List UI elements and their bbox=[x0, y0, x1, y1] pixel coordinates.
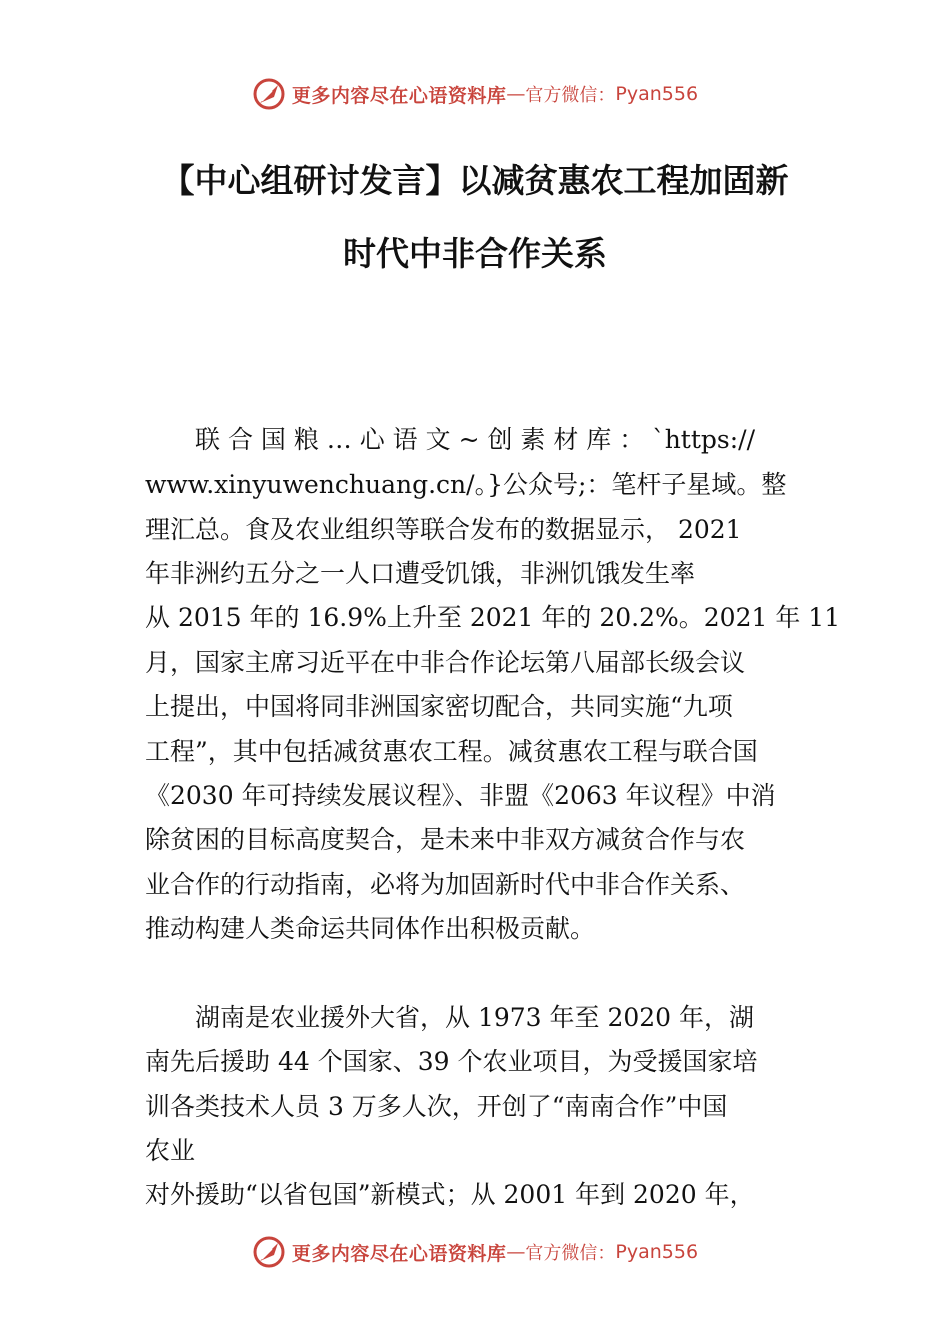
banner-brand-text: 更多内容尽在心语资料库 bbox=[291, 1242, 507, 1265]
body-line: 联 合 国 粮 … 心 语 文 ~ 创 素 材 库 ： `https:// bbox=[145, 425, 755, 454]
document-title-line-2: 时代中非合作关系 bbox=[343, 234, 607, 273]
body-line: 月，国家主席习近平在中非合作论坛第八届部长级会议 bbox=[145, 648, 746, 677]
banner-wechat-label: 官方微信： bbox=[525, 1243, 616, 1264]
body-line: 对外援助“以省包国”新模式；从 2001 年到 2020 年， bbox=[145, 1180, 755, 1209]
banner-dash: — bbox=[506, 1241, 526, 1263]
body-line: 训各类技术人员 3 万多人次，开创了“南南合作”中国 bbox=[145, 1092, 728, 1121]
header-banner bbox=[0, 74, 950, 114]
quill-logo-icon bbox=[252, 77, 286, 111]
banner-brand-text: 更多内容尽在心语资料库 bbox=[291, 84, 507, 107]
body-line: 除贫困的目标高度契合，是未来中非双方减贫合作与农 bbox=[145, 825, 746, 854]
body-line: 工程”，其中包括减贫惠农工程。减贫惠农工程与联合国 bbox=[145, 737, 758, 766]
banner-wechat-id: Pyan556 bbox=[615, 1241, 699, 1263]
quill-logo-icon bbox=[252, 1235, 286, 1269]
body-line: 年非洲约五分之一人口遭受饥饿，非洲饥饿发生率 bbox=[145, 559, 696, 588]
banner-wechat-id: Pyan556 bbox=[615, 83, 699, 105]
body-line: www.xinyuwenchuang.cn/。}公众号;：笔杆子星域。整 bbox=[145, 470, 787, 499]
banner-wechat-label: 官方微信： bbox=[525, 85, 616, 106]
body-line: 上提出，中国将同非洲国家密切配合，共同实施“九项 bbox=[145, 692, 733, 721]
footer-banner bbox=[0, 1232, 950, 1272]
document-title-line-1: 【中心组研讨发言】以减贫惠农工程加固新 bbox=[161, 161, 789, 200]
body-line: 从 2015 年的 16.9%上升至 2021 年的 20.2%。2021 年 11 bbox=[145, 603, 841, 632]
banner-dash: — bbox=[506, 83, 526, 105]
body-line: 推动构建人类命运共同体作出积极贡献。 bbox=[145, 914, 596, 943]
body-line: 湖南是农业援外大省，从 1973 年至 2020 年，湖 bbox=[145, 1003, 755, 1032]
body-line: 农业 bbox=[145, 1136, 196, 1165]
body-line: 理汇总。食及农业组织等联合发布的数据显示， 2021 bbox=[145, 515, 742, 544]
body-line: 南先后援助 44 个国家、39 个农业项目，为受援国家培 bbox=[145, 1047, 758, 1076]
body-line: 《2030 年可持续发展议程》、非盟《2063 年议程》中消 bbox=[145, 781, 776, 810]
body-line: 业合作的行动指南，必将为加固新时代中非合作关系、 bbox=[145, 870, 746, 899]
